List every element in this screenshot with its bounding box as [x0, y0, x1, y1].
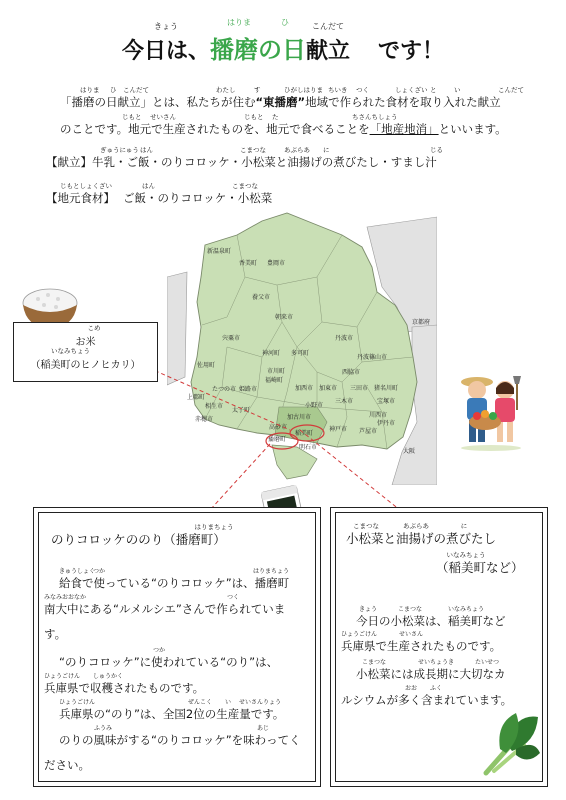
komatsuna-card-p1: 今日の小松菜は、稲美町など [356, 614, 506, 628]
svg-text:上郡町: 上郡町 [187, 394, 206, 401]
nori-card: のりコロッケののり（播磨町） はりまちょう 給食で使っている“のりコロッケ”は、播磨町 南大中にある“ルメルシエ”さんで作られていま す。 “のりコロッケ”に使われている“のり”は、 兵庫県で収穫されたものです。 兵庫県の“のり”は、全国2位の生産量です。 のりの風味がする“のりコロッケ”を味わってく ださい。 きゅうしょく つか はりまちょう みなみおおなか つく つか ひょうごけん しゅうかく ひょうごけん ぜんこく い せいさんりょう ふうみ あじ [33, 507, 321, 787]
svg-text:丹波市: 丹波市 [335, 335, 354, 342]
svg-text:宍粟市: 宍粟市 [222, 335, 241, 342]
svg-text:三田市: 三田市 [350, 385, 369, 392]
svg-text:養父市: 養父市 [252, 294, 271, 301]
svg-text:大阪: 大阪 [403, 448, 416, 455]
svg-text:加西市: 加西市 [295, 385, 314, 392]
svg-text:多可町: 多可町 [291, 350, 310, 357]
svg-text:高砂市: 高砂市 [269, 424, 288, 431]
svg-text:猪名川町: 猪名川町 [374, 385, 399, 392]
nori-card-p4: のりの風味がする“のりコロッケ”を味わってく [59, 733, 301, 747]
nori-card-p4b: ださい。 [44, 758, 90, 772]
svg-text:明石市: 明石市 [299, 444, 318, 451]
rice-name: お米 [75, 337, 96, 348]
svg-text:小野市: 小野市 [305, 402, 324, 409]
page-title: きょう 今日は、 はりま ひ 播磨の日 こんだて 献立 です！ [121, 18, 445, 64]
svg-text:新温泉町: 新温泉町 [207, 248, 232, 255]
svg-text:福崎町: 福崎町 [265, 377, 284, 384]
komatsuna-card: 小松菜と油揚げの煮びたし （稲美町など） こまつな あぶらあ に いなみちょう 今日の小松菜は、稲美町など 兵庫県で生産されたものです。 小松菜には成長期に大切なカ ルシウムが多く含まれています。 きょう こまつな いなみちょう ひょうごけん せいさん こまつな せいちょうき たいせつ おお ふく [330, 507, 548, 787]
svg-text:稲美町: 稲美町 [295, 430, 314, 437]
svg-text:加古川市: 加古川市 [287, 414, 312, 421]
svg-text:宝塚市: 宝塚市 [377, 398, 396, 405]
nori-card-p1: 給食で使っている“のりコロッケ”は、播磨町 [59, 576, 290, 590]
svg-text:太子町: 太子町 [232, 407, 251, 414]
svg-text:西脇市: 西脇市 [342, 369, 361, 376]
local-ingredients-line: 【地元食材】 ご飯・のりコロッケ・小松菜 [46, 191, 273, 205]
svg-text:佐用町: 佐用町 [197, 362, 216, 369]
komatsuna-card-title: 小松菜と油揚げの煮びたし [346, 531, 497, 546]
svg-text:川西市: 川西市 [369, 412, 388, 419]
svg-text:たつの市: たつの市 [212, 386, 237, 393]
menu-line: 【献立】牛乳・ご飯・のりコロッケ・小松菜と油揚げの煮びたし・すまし汁 [46, 155, 437, 169]
svg-text:神河町: 神河町 [262, 350, 281, 357]
farmers-illustration [455, 370, 527, 452]
komatsuna-card-p1b: 兵庫県で生産されたものです。 [341, 639, 502, 653]
nori-card-p2b: 兵庫県で収穫されたものです。 [44, 681, 205, 695]
svg-text:加東市: 加東市 [319, 385, 338, 392]
title-highlight: はりま ひ 播磨の日 [209, 18, 306, 64]
rice-info-box: こめ お米 いなみちょう （稲美町のヒノヒカリ） [13, 322, 158, 382]
komatsuna-icon [476, 709, 540, 777]
svg-text:市川町: 市川町 [267, 368, 286, 375]
komatsuna-card-p2: 小松菜には成長期に大切なカ [356, 667, 506, 681]
svg-text:芦屋市: 芦屋市 [359, 428, 378, 435]
rice-origin: （稲美町のヒノヒカリ） [30, 360, 141, 371]
svg-text:姫路市: 姫路市 [239, 386, 258, 393]
svg-text:相生市: 相生市 [205, 403, 224, 410]
komatsuna-card-p2b: ルシウムが多く含まれています。 [341, 693, 513, 707]
svg-text:朝来市: 朝来市 [275, 314, 294, 321]
nori-card-p1b: 南大中にある“ルメルシエ”さんで作られていま [44, 602, 286, 616]
nori-card-p3: 兵庫県の“のり”は、全国2位の生産量です。 [59, 707, 285, 721]
intro-line-2: のことです。地元で生産されたものを、地元で食べることを「地産地消」といいます。 [60, 122, 507, 136]
svg-text:神戸市: 神戸市 [329, 426, 348, 433]
svg-text:丹波篠山市: 丹波篠山市 [357, 354, 388, 361]
komatsuna-card-subtitle: （稲美町など） [436, 560, 524, 575]
svg-text:豊岡市: 豊岡市 [267, 260, 286, 267]
nori-card-title: のりコロッケののり（播磨町） [51, 532, 226, 547]
nori-card-p2: “のりコロッケ”に使われている“のり”は、 [59, 655, 279, 669]
svg-text:播磨町: 播磨町 [268, 436, 287, 443]
svg-text:伊丹市: 伊丹市 [377, 420, 396, 427]
svg-text:三木市: 三木市 [335, 398, 354, 405]
svg-text:赤穂市: 赤穂市 [195, 416, 214, 423]
nori-card-p1c: す。 [44, 627, 67, 641]
svg-text:香美町: 香美町 [239, 260, 258, 267]
intro-line-1: 「播磨の日献立」とは、私たちが住む“東播磨”地域で作られた食材を取り入れた献立 [60, 95, 501, 109]
svg-text:京都府: 京都府 [412, 319, 431, 326]
